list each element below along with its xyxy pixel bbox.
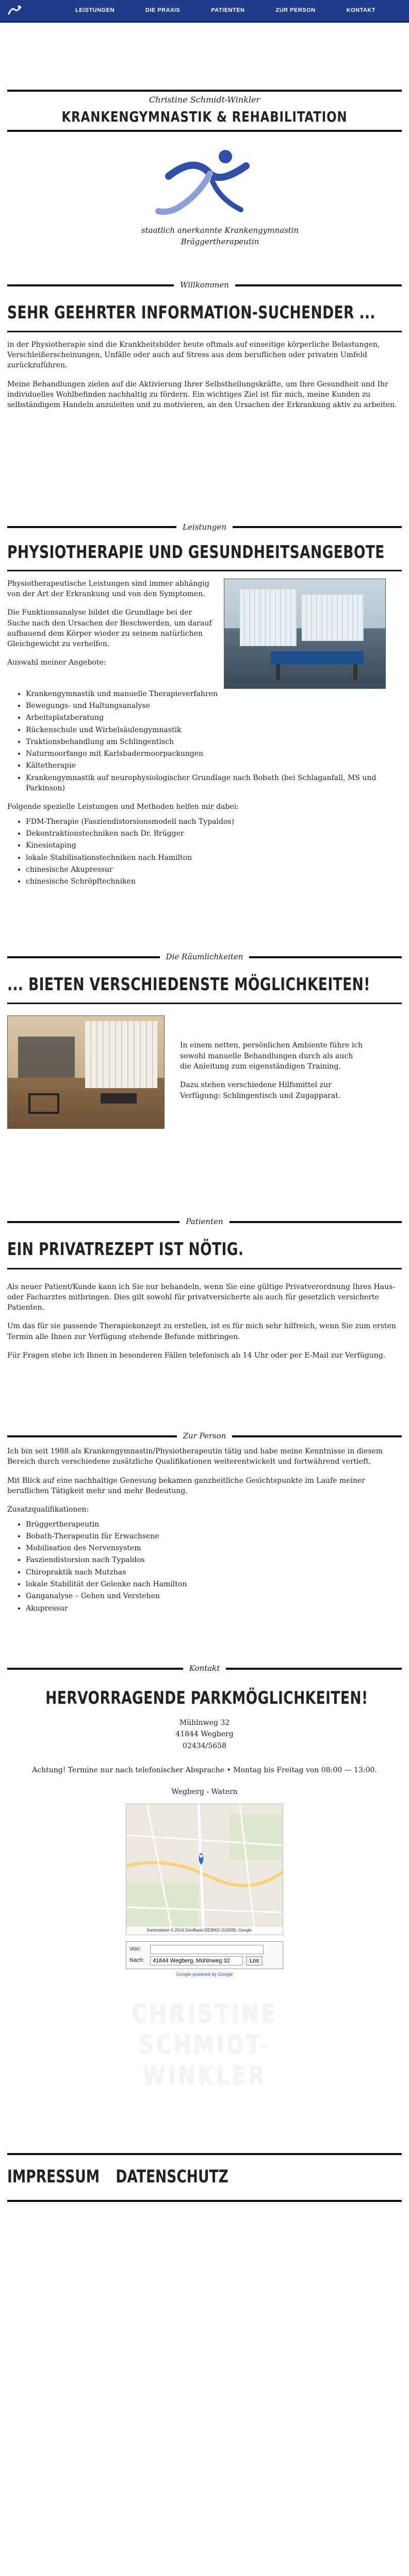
phone-number[interactable]: 02434/5658 (183, 1741, 226, 1750)
list-item: • Kinesiotaping (26, 840, 402, 851)
nav-item-die-praxis[interactable]: DIE PRAXIS (145, 7, 181, 13)
list-item: • Traktionsbehandlung am Schlingentisch (26, 737, 402, 747)
address-street: Mühlnweg 32 (179, 1718, 230, 1727)
list-item: • chinesische Schröpftechniken (26, 876, 402, 887)
section-caption-row (0, 1216, 409, 1228)
section-caption-row (0, 280, 409, 291)
nav-item-zur-person[interactable]: ZUR PERSON (275, 7, 316, 13)
list-item: • chinesische Akupressur (26, 865, 402, 875)
section-caption-row (0, 952, 409, 963)
list-item: • lokale Stabilisationstechniken nach Hamilton (26, 853, 402, 863)
paragraph: Um das für sie passende Therapiekonzept zu erstellen, ist es für mich sehr hilfreich, wenn Sie zum ersten Termin alle Ihnen zur Verfügung stehende Befunde mitbringen. (7, 1322, 396, 1341)
list-item: • Kältetherapie (26, 760, 402, 771)
list-item: • Mobilisation des Nervensystem (26, 1543, 402, 1553)
impressum-link[interactable]: IMPRESSUM (7, 2166, 100, 2187)
list-item: • Dekontraktionstechniken nach Dr. Brügger (26, 828, 402, 839)
list-title: Zusatzqualifikationen: (7, 1505, 89, 1514)
list-item: • Krankengymnastik und manuelle Therapieverfahren (26, 689, 402, 699)
route-to-label: Nach: (129, 1957, 144, 1963)
list-item: • lokale Stabilität der Gelenke nach Hamilton (26, 1579, 402, 1589)
powered-by-link[interactable]: powered by Google (192, 1971, 233, 1977)
route-form (126, 1941, 283, 1969)
section-caption-row (0, 1663, 409, 1674)
list-item: • Chiropraktik nach Mutzhas (26, 1567, 402, 1578)
list-item: • FDM-Therapie (Fasziendistorsionsmodell nach Typaldos) (26, 817, 402, 827)
header-title: KRANKENGYMNASTIK & REHABILITATION (61, 108, 348, 126)
header-name: Christine Schmidt-Winkler (149, 95, 260, 105)
section-caption: Kontakt (189, 1663, 220, 1673)
list-title: Folgende spezielle Leistungen und Methoden helfen mir dabei: (7, 803, 239, 811)
route-to-input[interactable] (150, 1956, 243, 1965)
route-from-label: Von: (129, 1945, 141, 1952)
map-caption: Wegberg - Watern (171, 1788, 238, 1797)
section-heading: SEHR GEEHRTER INFORMATION-SUCHENDER ... (7, 302, 375, 323)
list-item: • Fasziendistorsion nach Typaldos (26, 1555, 402, 1565)
nav-item-kontakt[interactable]: KONTAKT (346, 7, 376, 13)
divider (7, 130, 402, 132)
divider (7, 570, 402, 571)
paragraph: Physiotherapeutische Leistungen sind immer abhängig von der Art der Erkrankung und von den Symptomen. (7, 579, 209, 598)
divider (7, 2200, 402, 2202)
list-title: Auswahl meiner Angebote: (7, 658, 106, 667)
header-subtitle-1: staatlich anerkannte Krankengymnastin (141, 225, 299, 235)
list-item: • Brüggertherapeutin (26, 1519, 402, 1530)
list-item: • Bewegungs- und Haltungsanalyse (26, 701, 402, 711)
brand-logo (0, 145, 409, 223)
section-heading: HERVORRAGENDE PARKMÖGLICHKEITEN! (45, 1687, 368, 1708)
divider (7, 331, 402, 332)
divider (7, 90, 402, 92)
section-caption: Leistungen (183, 522, 226, 532)
treatment-room-photo (224, 579, 386, 689)
route-go-button[interactable]: Los (246, 1956, 263, 1965)
location-map[interactable] (126, 1804, 283, 1935)
section-heading: ... BIETEN VERSCHIEDENSTE MÖGLICHKEITEN! (7, 974, 370, 995)
section-caption: Zur Person (183, 1431, 226, 1441)
section-caption: Die Räumlichkeiten (166, 952, 243, 962)
paragraph: In einem netten, persönlichen Ambiente führe ich sowohl manuelle Behandlungen durch als auch die Anleitung zum eigenständigen Training. (180, 1041, 363, 1071)
paragraph: in der Physiotherapie sind die Krankheitsbilder heute oftmals auf einseitige körperliche Belastungen, Verschleißerscheinungen, Unfälle oder auch auf Stress aus dem beruflichen oder privaten Umfeld zurückzuführen. (7, 340, 380, 370)
nav-item-patienten[interactable]: PATIENTEN (211, 7, 245, 13)
paragraph: Die Funktionsanalyse bildet die Grundlage bei der Suche nach den Ursachen der Beschwerden, um darauf aufbauend dem Körper wieder zu seinem natürlichen Gleichgewicht zu verhelfen. (7, 608, 212, 649)
divider (7, 2153, 402, 2155)
paragraph: Meine Behandlungen zielen auf die Aktivierung Ihrer Selbstheilungskräfte, um Ihre Gesundheit und Ihr individuelles Wohlbefinden nachhaltig zu fördern. Ein wichtiges Ziel ist für mich, meine Kunden zu selbständigem Handeln anzuleiten und zu motivieren, an den Ursachen der Erkrankung aktiv zu arbeiten. (7, 380, 397, 410)
section-caption-row (0, 1431, 409, 1442)
nav-item-leistungen[interactable]: LEISTUNGEN (75, 7, 114, 13)
header-subtitle-2: Bräggertherapeutin (181, 237, 259, 247)
powered-by-label: Google (176, 1971, 191, 1977)
home-logo-icon[interactable] (5, 3, 24, 19)
address-city: 41844 Wegberg (175, 1730, 234, 1739)
list-item: • Krankengymnastik auf neurophysiologischer Grundlage nach Bobath (bei Schlaganfall, MS und Parkinson) (26, 773, 402, 794)
paragraph: Als neuer Patient/Kunde kann ich Sie nur behandeln, wenn Sie eine gültige Privatverordnung Ihres Haus- oder Facharztes mitbringen. Dies gilt sowohl für privatversicherte als auch für gesetzlich versicherte Patienten. (7, 1282, 395, 1312)
map-attribution: Kartendaten © 2014 GeoBasis-DE/BKG (©2009), Google (147, 1928, 252, 1933)
list-item: • Rückenschule und Wirbelsäulengymnastik (26, 725, 402, 735)
list-item: • Akupressur (26, 1603, 402, 1614)
section-heading: EIN PRIVATREZEPT IST NÖTIG. (7, 1239, 244, 1260)
paragraph: Ich bin seit 1988 als Krankengymnastin/Physiotherapeutin tätig und habe meine Kenntnisse in diesem Bereich durch verschiedene zusätzliche Qualifikationen weiterentwickelt und fortwährend vertieft. (7, 1447, 383, 1466)
route-from-input[interactable] (150, 1945, 264, 1954)
opening-notice: Achtung! Termine nur nach telefonischer Absprache • Montag bis Freitag von 08:00 — 13:00. (32, 1766, 377, 1775)
paragraph: Dazu stehen verschiedene Hilfsmittel zur Verfügung: Schlingentisch und Zugapparat. (180, 1081, 341, 1100)
list-item: • Arbeitsplatzberatung (26, 713, 402, 723)
section-caption: Willkommen (180, 280, 229, 290)
datenschutz-link[interactable]: DATENSCHUTZ (116, 2166, 228, 2187)
runner-logo-icon (148, 145, 261, 223)
section-heading: PHYSIOTHERAPIE UND GESUNDHEITSANGEBOTE (7, 542, 385, 563)
section-caption: Patienten (186, 1217, 223, 1227)
paragraph: Mit Blick auf eine nachhaltige Genesung bekamen ganzheitliche Gesichtspunkte im Laufe meiner beruflichen Tätigkeit mehr und mehr Bedeutung. (7, 1476, 365, 1495)
divider (7, 1003, 402, 1004)
list-item: • Naturmoorfango mit Karlsbadermoorpackungen (26, 749, 402, 759)
paragraph: Für Fragen stehe ich Ihnen in besonderen Fällen telefonisch ab 14 Uhr oder per E-Mail zur Verfügung. (7, 1351, 386, 1360)
footer-name: CHRISTINE SCHMIDT-WINKLER (131, 1998, 278, 2091)
section-caption-row (0, 522, 409, 533)
list-item: • Ganganalyse – Gehen und Verstehen (26, 1591, 402, 1601)
list-item: • Bobath-Therapeutin für Erwachsene (26, 1531, 402, 1541)
top-nav (0, 0, 409, 23)
gym-room-photo (7, 1015, 165, 1129)
divider (7, 1268, 402, 1269)
